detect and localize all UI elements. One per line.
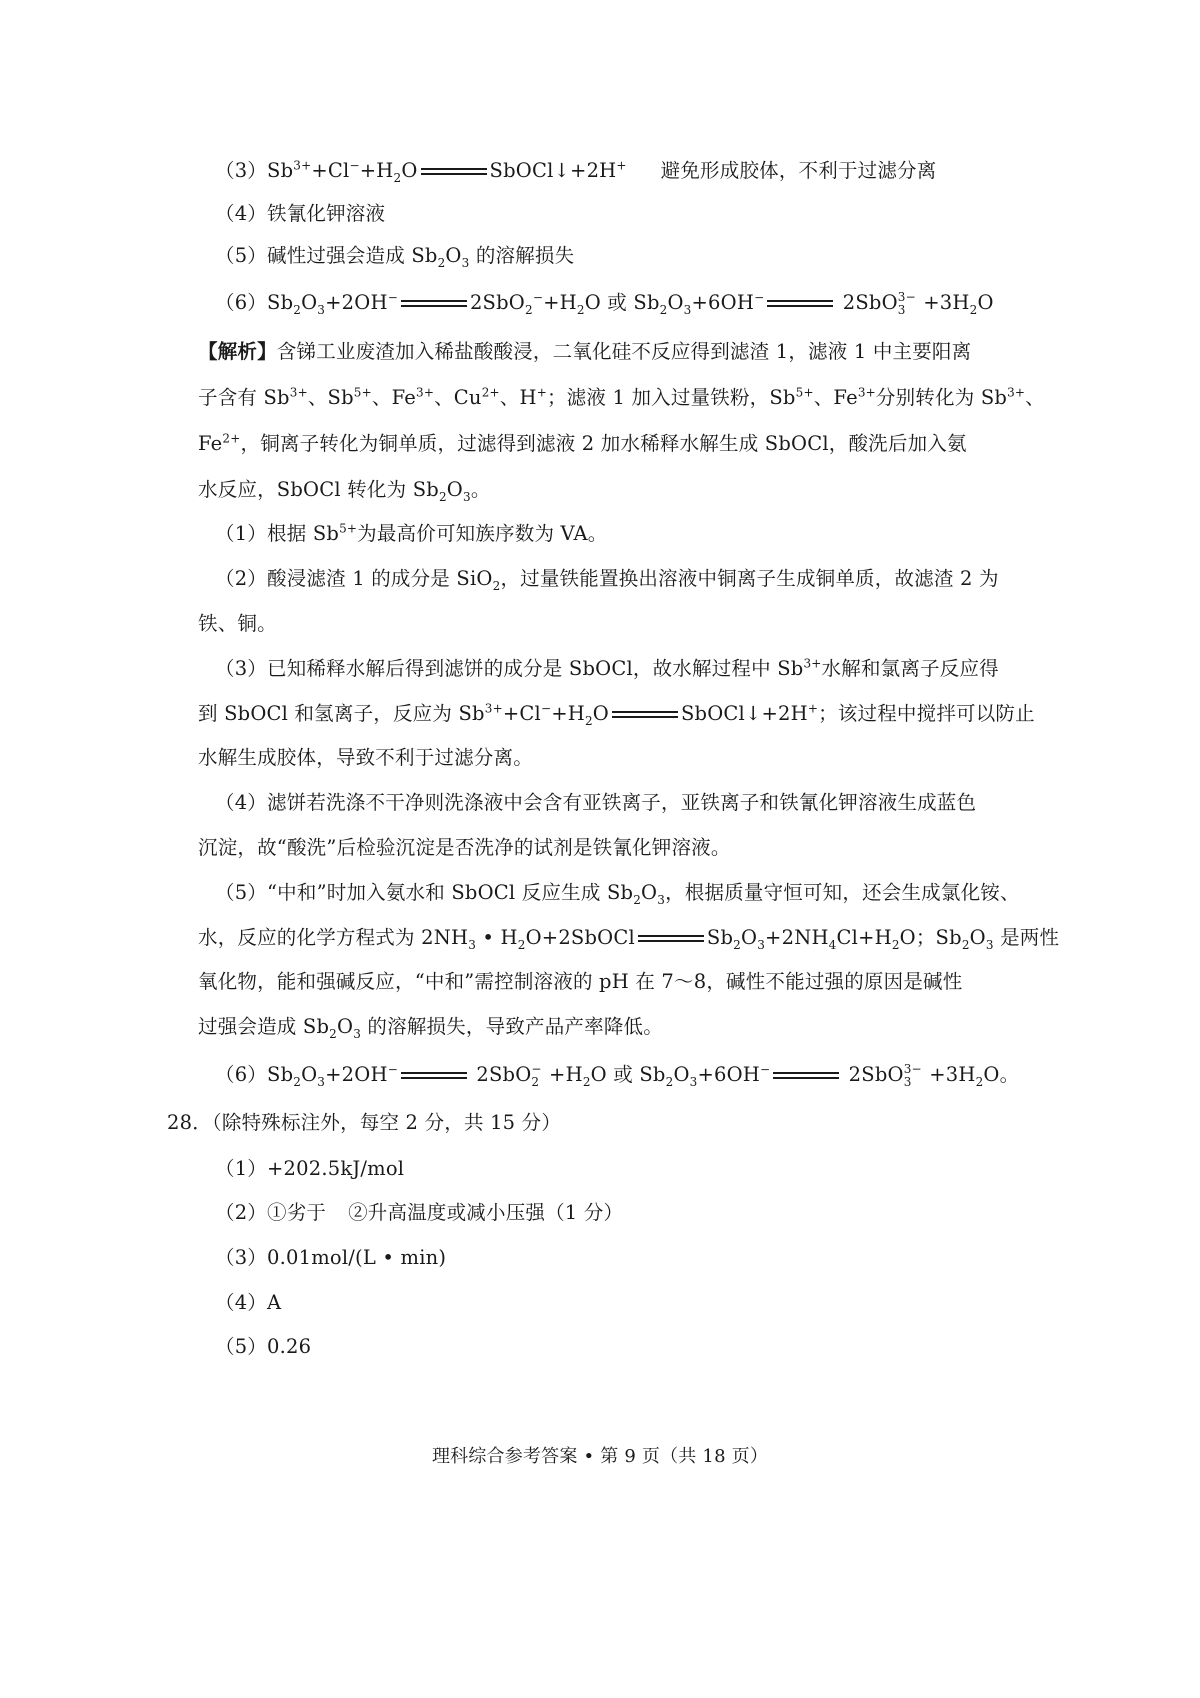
q28-answer-2b: ②升高温度或减小压强（1 分） <box>348 1201 624 1224</box>
answer-5-pre: （5）碱性过强会造成 <box>215 244 412 267</box>
part-3-l1-pre: （3）已知稀释水解后得到滤饼的成分是 SbOCl，故水解过程中 <box>215 657 778 680</box>
answer-6-or: 或 <box>600 291 634 314</box>
analysis-l3: ，铜离子转化为铜单质，过滤得到滤液 2 加水稀释水解生成 SbOCl，酸洗后加入氨 <box>240 432 967 455</box>
part-2-post: ，过量铁能置换出溶液中铜离子生成铜单质，故滤渣 2 为 <box>500 567 999 590</box>
answer-3: $(3)Sb^{3+}+Cl^-+H_2O$ SbOCl↓+2H+ 避免形成胶体，不利于过滤分离 <box>215 158 937 185</box>
analysis-part-4-line-2: 沉淀，故“酸洗”后检验沉淀是否洗净的试剂是铁氰化钾溶液。 <box>198 836 731 859</box>
analysis-part-5-line-4: 过强会造成 $Sb_2O_3$ 的溶解损失，导致产品产率降低。 <box>198 1015 663 1041</box>
analysis-part-3-line-2: 到 SbOCl 和氢离子，反应为 $Sb^{3+}+Cl^-+H_2O$ SbOCl↓+2H+；该过程中搅拌可以防止 <box>198 701 1035 728</box>
analysis-text-1: 含锑工业废渣加入稀盐酸酸浸，二氧化硅不反应得到滤渣 1，滤液 1 中主要阳离 <box>276 340 972 363</box>
part-3-l1-post: 水解和氯离子反应得 <box>821 657 999 680</box>
q28-answer-5: （5）0.26 <box>215 1335 312 1358</box>
part-5-l1-post: ，根据质量守恒可知，还会生成氯化铵、 <box>665 881 1020 904</box>
q28-answer-3: （3）0.01mol/(L • min) <box>215 1246 447 1269</box>
analysis-l2-post: 分别转化为 <box>875 386 981 409</box>
analysis-part-4-line-1: （4）滤饼若洗涤不干净则洗涤液中会含有亚铁离子，亚铁离子和铁氰化钾溶液生成蓝色 <box>215 791 977 814</box>
part-3-l2-post: ；该过程中搅拌可以防止 <box>818 702 1035 725</box>
q28-answer-2a: （2）①劣于 <box>215 1201 327 1224</box>
analysis-l4: 水反应，SbOCl 转化为 <box>198 478 413 501</box>
q28-answer-4: （4）A <box>215 1291 282 1314</box>
analysis-part-5-line-1: （5）“中和”时加入氨水和 SbOCl 反应生成 $Sb_2O_3$，根据质量守恒可知，还会生成氯化铵、 <box>215 881 1020 907</box>
analysis-l2-pre: 子含有 <box>198 386 264 409</box>
analysis-label: 【解析】 <box>198 340 277 363</box>
part-5-l1-pre: （5）“中和”时加入氨水和 SbOCl 反应生成 <box>215 881 607 904</box>
answer-6: $(6)Sb_2O_3+2OH^-$ $2SbO_2^-+H_2O$ 或 $Sb_2O_3+6OH^-$ 2SbO 3− 3 $+3H_2O$ <box>215 289 994 317</box>
q28-answer-1: （1）+202.5kJ/mol <box>215 1157 405 1180</box>
part-1-pre: （1）根据 <box>215 522 313 545</box>
analysis-part-5-line-3: 氧化物，能和强碱反应，“中和”需控制溶液的 pH 在 7～8，碱性不能过强的原因是碱性 <box>198 970 963 993</box>
part-6-end: 。 <box>999 1063 1020 1086</box>
answer-4: （4）铁氰化钾溶液 <box>215 202 386 225</box>
answer-3-note: 避免形成胶体，不利于过滤分离 <box>660 159 937 182</box>
analysis-part-2-line-2: 铁、铜。 <box>198 612 277 635</box>
question-28-header: 28．（除特殊标注外，每空 2 分，共 15 分） <box>167 1111 562 1134</box>
analysis-part-6: $(6)Sb_2O_3+2OH^-$ 2SbO − 2 $+H_2O$ 或 $Sb_2O_3+6OH^-$ 2SbO 3− 3 $+3H_2O$。 <box>215 1061 1020 1089</box>
part-5-l2-pre: 水，反应的化学方程式为 <box>198 926 422 949</box>
part-5-l2-post: 是两性 <box>993 926 1060 949</box>
part-6-prefix: （6） <box>215 1063 268 1086</box>
part-6-or: 或 <box>606 1063 640 1086</box>
q28-answer-2 <box>215 1200 623 1226</box>
answer-5: （5）碱性过强会造成 $Sb_2O_3$ 的溶解损失 <box>215 244 575 270</box>
answer-5-post: 的溶解损失 <box>469 244 575 267</box>
analysis-part-3-line-1: （3）已知稀释水解后得到滤饼的成分是 SbOCl，故水解过程中 $Sb^{3+}$水解和氯离子反应得 <box>215 656 999 680</box>
analysis-line-3: $Fe^{2+}$，铜离子转化为铜单质，过滤得到滤液 2 加水稀释水解生成 SbOCl，酸洗后加入氨 <box>198 431 967 455</box>
analysis-part-3-line-3: 水解生成胶体，导致不利于过滤分离。 <box>198 746 533 769</box>
part-3-l2-pre: 到 SbOCl 和氢离子，反应为 <box>198 702 459 725</box>
analysis-line-2: 子含有 $Sb^{3+}$、$Sb^{5+}$、$Fe^{3+}$、$Cu^{2+}$、H+；滤液 1 加入过量铁粉，$Sb^{5+}$、$Fe^{3+}$分别转化为 $Sb^{3+}$、 <box>198 385 1045 409</box>
part-5-l4-post: 的溶解损失，导致产品产率降低。 <box>361 1015 663 1038</box>
part-5-l4-pre: 过强会造成 <box>198 1015 303 1038</box>
analysis-line-4: 水反应，SbOCl 转化为 $Sb_2O_3$。 <box>198 478 491 504</box>
answer-3-prefix: （3） <box>215 159 268 182</box>
analysis-part-5-line-2: 水，反应的化学方程式为 $2NH_3$ • $H_2O+2SbOCl$ $Sb_2O_3+2NH_4Cl+H_2O$；$Sb_2O_3$ 是两性 <box>198 926 1060 952</box>
analysis-part-1: （1）根据 $Sb^{5+}$为最高价可知族序数为 VA。 <box>215 521 608 545</box>
part-2-pre: （2）酸浸滤渣 1 的成分是 <box>215 567 457 590</box>
answer-6-prefix: （6） <box>215 291 268 314</box>
analysis-part-2-line-1: （2）酸浸滤渣 1 的成分是 SiO$_2$，过量铁能置换出溶液中铜离子生成铜单质，故滤渣 2 为 <box>215 567 999 593</box>
analysis-line-1 <box>198 339 971 365</box>
analysis-l2-mid: ；滤液 1 加入过量铁粉， <box>546 386 770 409</box>
page-footer: 理科综合参考答案 • 第 9 页（共 18 页） <box>431 1446 769 1467</box>
part-1-post: 为最高价可知族序数为 VA。 <box>357 522 608 545</box>
